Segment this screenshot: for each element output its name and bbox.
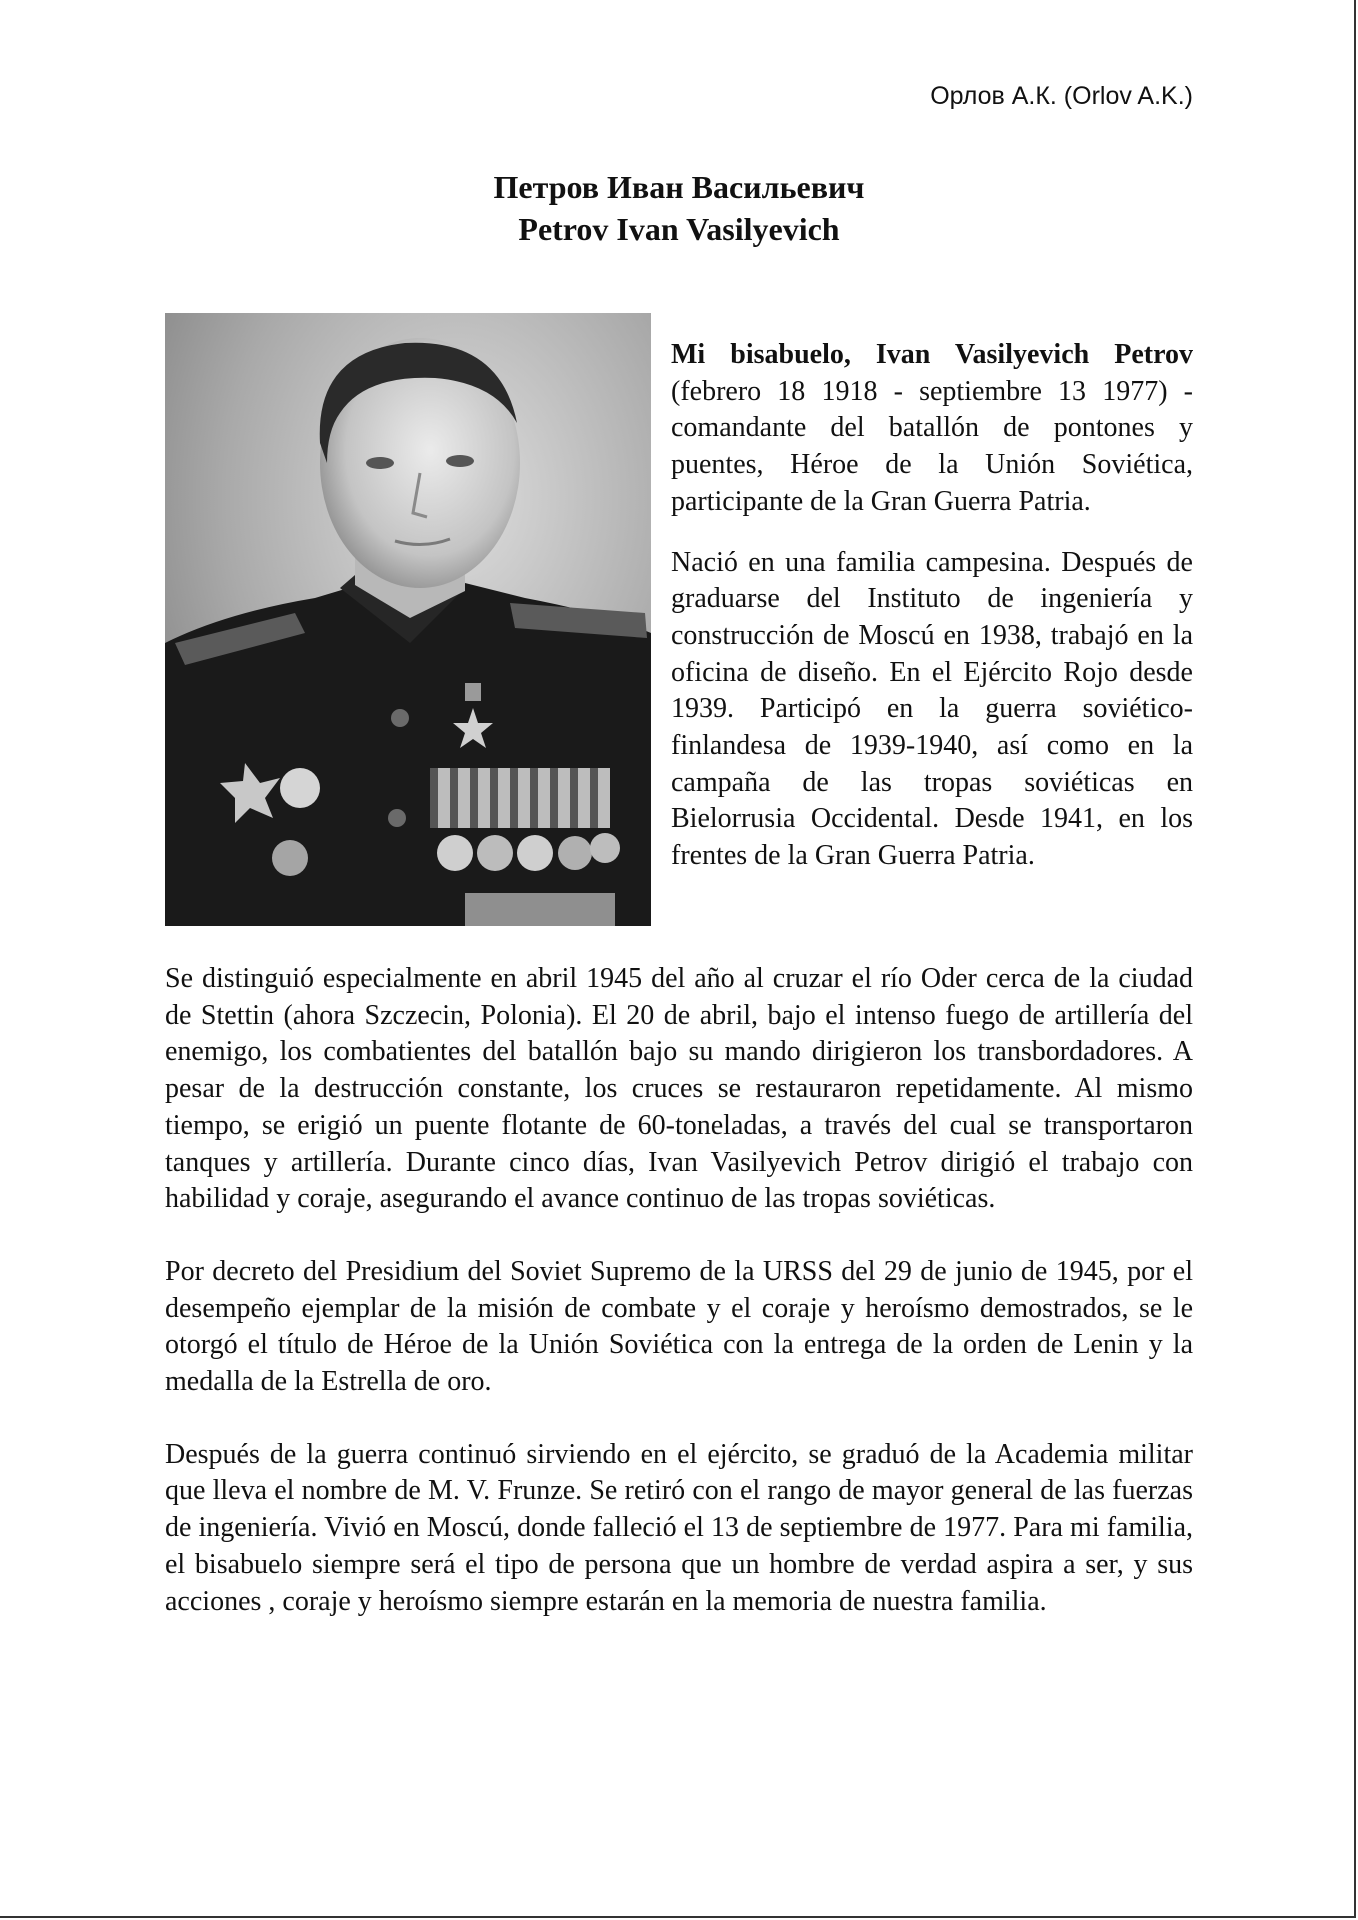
intro-lead-bold: Mi bisabuelo, Ivan Vasilyevich Petrov [671, 339, 1193, 370]
portrait-photo [165, 313, 651, 926]
title-english: Petrov Ivan Vasilyevich [518, 211, 840, 247]
portrait-photo-icon [165, 313, 651, 926]
intro-lead-rest: (febrero 18 1918 - septiembre 13 1977) - comandante del batallón de pontones y puentes, Héroe de la Unión Soviética, participante de la Gran Guerra Patria. [671, 375, 1193, 517]
body-paragraph-3: Después de la guerra continuó sirviendo en el ejército, se graduó de la Academia militar que lleva el nombre de M. V. Frunze. Se retiró con el rango de mayor general de las fuerzas de ingeniería. Vivió en Moscú, donde falleció el 13 de septiembre de 1977. Para mi familia, el bisabuelo siempre será el tipo de persona que un hombre de verdad aspira a ser, y sus acciones , coraje y heroísmo siempre estarán en la memoria de nuestra familia. [165, 1438, 1193, 1617]
intro-paragraph-2: Nació en una familia campesina. Después de graduarse del Instituto de ingeniería y construcción de Moscú en 1938, trabajó en la oficina de diseño. En el Ejército Rojo desde 1939. Participó en la guerra soviético-finlandesa de 1939-1940, así como en la campaña de las tropas soviéticas en Bielorrusia Occidental. Desde 1941, en los frentes de la Gran Guerra Patria. [671, 546, 1193, 872]
body-paragraph-2: Por decreto del Presidium del Soviet Supremo de la URSS del 29 de junio de 1945, por el desempeño ejemplar de la misión de combate y el coraje y heroísmo demostrados, se le otorgó el título de Héroe de la Unión Soviética con la entrega de la orden de Lenin y la medalla de la Estrella de oro. [165, 1255, 1193, 1398]
title-russian: Петров Иван Васильевич [493, 169, 865, 205]
intro-paragraph-1 [671, 337, 1193, 521]
body-text [165, 961, 1193, 1656]
author-name: Орлов А.К. (Orlov A.K.) [930, 82, 1193, 110]
page-title [0, 166, 1358, 250]
body-paragraph-1: Se distinguió especialmente en abril 1945 del año al cruzar el río Oder cerca de la ciudad de Stettin (ahora Szczecin, Polonia). El 20 de abril, bajo el intenso fuego de artillería del enemigo, los combatientes del batallón bajo su mando dirigieron los transbordadores. A pesar de la destrucción constante, los cruces se restauraron repetidamente. Al mismo tiempo, se erigió un puente flotante de 60-toneladas, a través del cual se transportaron tanques y artillería. Durante cinco días, Ivan Vasilyevich Petrov dirigió el trabajo con habilidad y coraje, asegurando el avance continuo de las tropas soviéticas. [165, 963, 1193, 1215]
intro-text [671, 337, 1193, 899]
